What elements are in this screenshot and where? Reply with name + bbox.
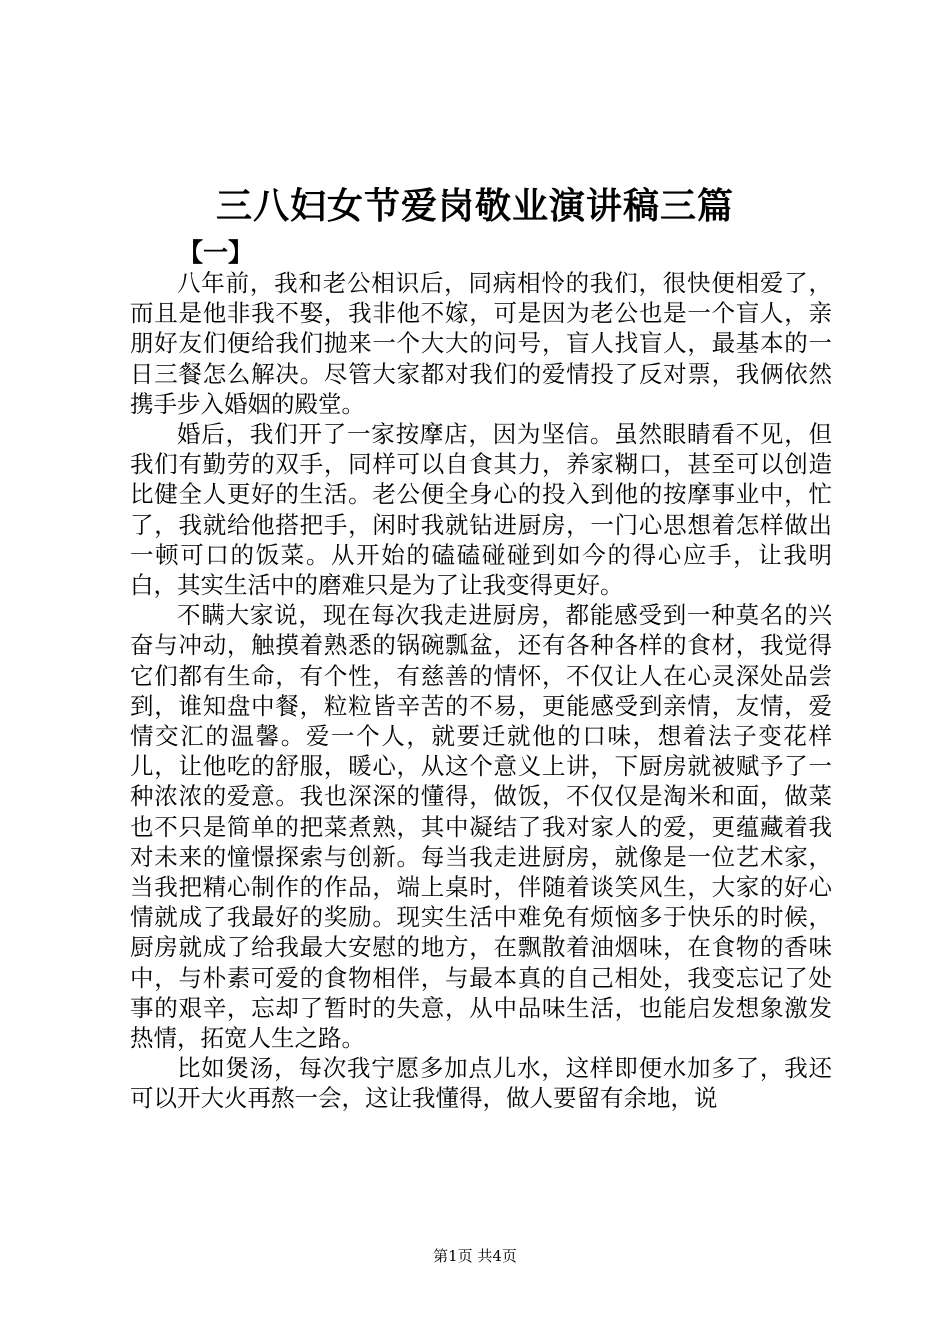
paragraph: 八年前，我和老公相识后，同病相怜的我们，很快便相爱了，而且是他非我不娶，我非他不嫁，可是因为老公也是一个盲人，亲朋好友们便给我们抛来一个大大的问号，盲人找盲人，最基本的一日三餐怎么解决。尽管大家都对我们的爱情投了反对票，我俩依然携手步入婚姻的殿堂。	[130, 269, 832, 418]
paragraph: 不瞒大家说，现在每次我走进厨房，都能感受到一种莫名的兴奋与冲动，触摸着熟悉的锅碗瓢盆，还有各种各样的食材，我觉得它们都有生命，有个性，有慈善的情怀，不仅让人在心灵深处品尝到，谁知盘中餐，粒粒皆辛苦的不易，更能感受到亲情，友情，爱情交汇的温馨。爱一个人，就要迁就他的口味，想着法子变花样儿，让他吃的舒服，暖心，从这个意义上讲，下厨房就被赋予了一种浓浓的爱意。我也深深的懂得，做饭，不仅仅是淘米和面，做菜也不只是简单的把菜煮熟，其中凝结了我对家人的爱，更蕴藏着我对未来的憧憬探索与创新。每当我走进厨房，就像是一位艺术家，当我把精心制作的作品，端上桌时，伴随着谈笑风生，大家的好心情就成了我最好的奖励。现实生活中难免有烦恼多于快乐的时候，厨房就成了给我最大安慰的地方，在飘散着油烟味，在食物的香味中，与朴素可爱的食物相伴，与最本真的自己相处，我变忘记了处事的艰辛，忘却了暂时的失意，从中品味生活，也能启发想象激发热情，拓宽人生之路。	[130, 601, 832, 1053]
section-label: 【一】	[178, 238, 254, 267]
paragraph: 婚后，我们开了一家按摩店，因为坚信。虽然眼睛看不见，但我们有勤劳的双手，同样可以自食其力，养家糊口，甚至可以创造比健全人更好的生活。老公便全身心的投入到他的按摩事业中，忙了，我就给他搭把手，闲时我就钻进厨房，一门心思想着怎样做出一顿可口的饭菜。从开始的磕磕碰碰到如今的得心应手，让我明白，其实生活中的磨难只是为了让我变得更好。	[130, 420, 832, 600]
page-footer: 第1页 共4页	[433, 1247, 517, 1265]
document-title: 三八妇女节爱岗敬业演讲稿三篇	[215, 185, 734, 227]
document-body	[130, 268, 832, 1114]
paragraph: 比如煲汤，每次我宁愿多加点儿水，这样即便水加多了，我还可以开大火再熬一会，这让我懂得，做人要留有余地，说	[130, 1054, 832, 1113]
